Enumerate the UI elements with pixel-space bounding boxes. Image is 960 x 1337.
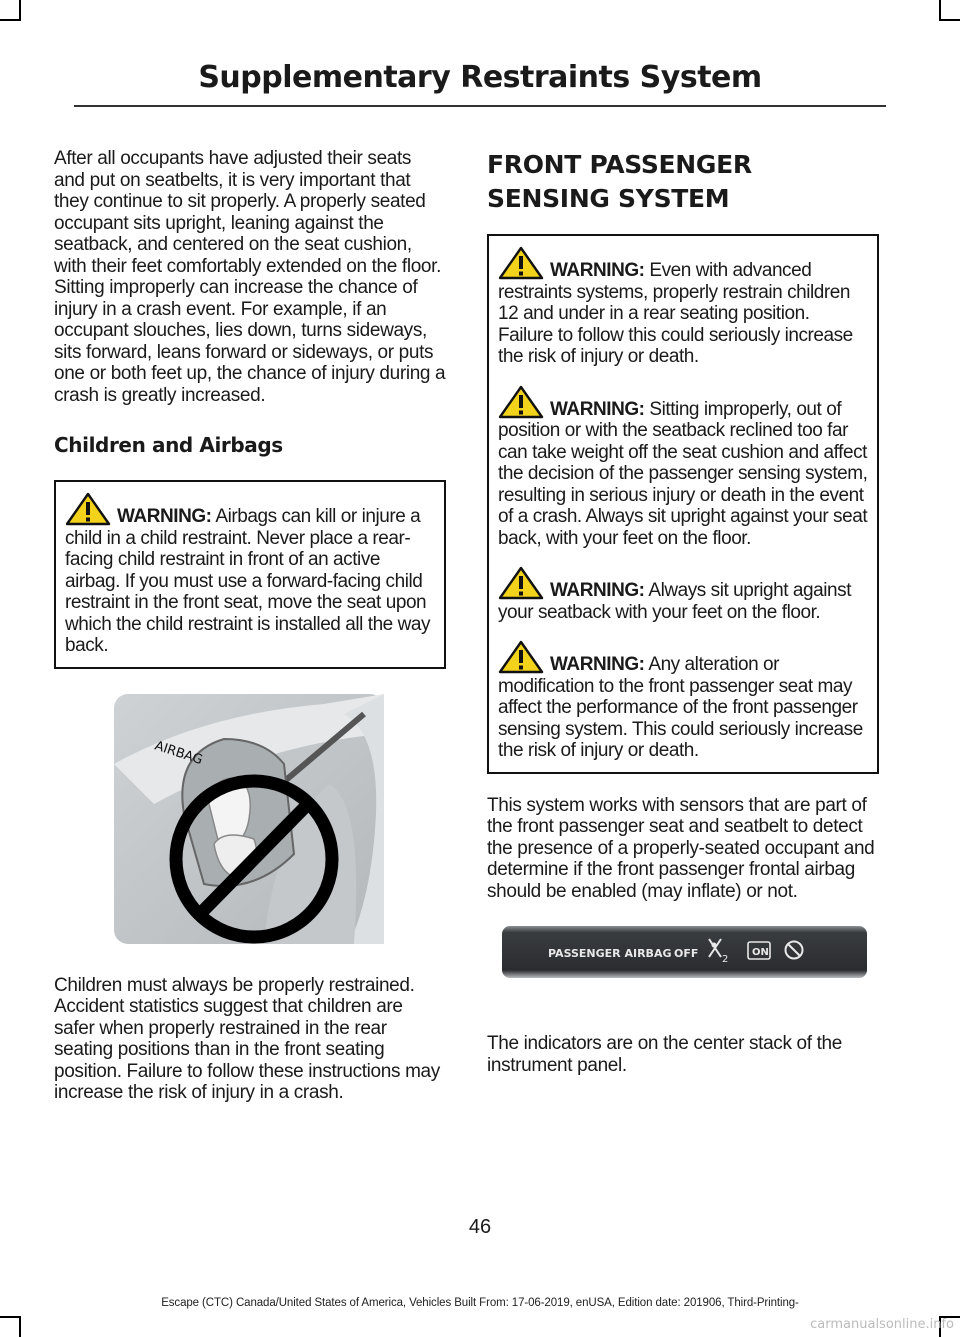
indicators-location-paragraph: The indicators are on the center stack of the instrument panel. bbox=[487, 1033, 842, 1076]
children-restrained-paragraph: Children must always be properly restrained. Accident statistics suggest that children are safer when properly restrained in the rear seating positions than in the front seating position. Failure to follow these instructions may increase the risk of injury in a crash. bbox=[54, 974, 440, 1103]
warning-item bbox=[498, 385, 868, 550]
warning-text: Airbags can kill or injure a child in a child restraint. Never place a rear-facing child restraint in front of an active airbag. If you must use a forward-facing child restraint in the front seat, move the seat upon which the child restraint is installed all the way back. bbox=[65, 506, 431, 656]
crop-mark bbox=[0, 19, 21, 21]
indicator-label: PASSENGER AIRBAG bbox=[548, 947, 672, 960]
warning-box bbox=[487, 234, 879, 774]
indicator-subscript: 2 bbox=[722, 954, 729, 965]
warning-text: Sitting improperly, out of position or with the seatback reclined too far can take weight off the seat cushion and affect the decision of the passenger sensing system, resulting in serious injury or death in the event of a crash. Always sit upright against your seat back, with your feet on the floor. bbox=[498, 398, 868, 549]
warning-icon bbox=[498, 566, 544, 600]
watermark: carmanualsonline.info bbox=[810, 1317, 954, 1332]
passenger-airbag-indicator-illustration bbox=[502, 924, 867, 980]
footer-text: Escape (CTC) Canada/United States of America, Vehicles Built From: 17-06-2019, enUSA, Edition date: 201906, Third-Printing- bbox=[161, 1297, 799, 1309]
airbag-label: AIRBAG bbox=[152, 738, 205, 768]
section-heading: FRONT PASSENGER SENSING SYSTEM bbox=[487, 150, 752, 213]
warning-icon bbox=[498, 385, 544, 419]
intro-paragraph: After all occupants have adjusted their seats and put on seatbelts, it is very important that they continue to sit properly. A properly seated occupant sits upright, leaning against the seatback, and centered on the seat cushion, with their feet comfortably extended on the floor. Sitting improperly can increase the chance of injury in a crash event. For example, if an occupant slouches, lies down, turns sideways, sits forward, leans forward or sideways, or puts one or both feet up, the chance of injury during a crash is greatly increased. bbox=[54, 148, 446, 406]
indicator-off-label: OFF bbox=[674, 947, 699, 960]
warning-label: WARNING: bbox=[550, 580, 645, 601]
warning-label: WARNING: bbox=[550, 654, 645, 675]
header-divider bbox=[74, 105, 886, 107]
indicator-on-label: ON bbox=[752, 947, 769, 958]
child-seat-airbag-illustration bbox=[114, 694, 384, 944]
crop-mark bbox=[0, 1316, 21, 1318]
warning-box bbox=[54, 480, 446, 669]
warning-item bbox=[498, 640, 868, 762]
warning-item bbox=[498, 566, 868, 623]
page-title: Supplementary Restraints System bbox=[198, 60, 762, 95]
warning-text: Always sit upright against your seatback with your feet on the floor. bbox=[498, 580, 852, 623]
left-column bbox=[54, 148, 446, 1104]
crop-mark bbox=[939, 0, 941, 21]
warning-item bbox=[65, 492, 435, 657]
page-number: 46 bbox=[468, 1216, 492, 1238]
warning-label: WARNING: bbox=[550, 398, 645, 420]
crop-mark bbox=[19, 1316, 21, 1337]
warning-icon bbox=[498, 246, 544, 280]
children-airbags-heading: Children and Airbags bbox=[54, 433, 283, 457]
warning-text: Even with advanced restraints systems, properly restrain children 12 and under in a rear seating position. Failure to follow this could seriously increase the risk of injury or death. bbox=[498, 260, 853, 367]
crop-mark bbox=[19, 0, 21, 21]
warning-icon bbox=[65, 492, 111, 526]
right-column bbox=[487, 148, 879, 1076]
warning-icon bbox=[498, 640, 544, 674]
sensing-system-paragraph: This system works with sensors that are part of the front passenger seat and seatbelt to detect the presence of a properly-seated occupant and determine if the front passenger frontal airbag should be enabled (may inflate) or not. bbox=[487, 794, 875, 902]
warning-label: WARNING: bbox=[117, 506, 212, 527]
warning-label: WARNING: bbox=[550, 260, 645, 281]
warning-text: Any alteration or modification to the front passenger seat may affect the performance of the front passenger sensing system. This could seriously increase the risk of injury or death. bbox=[498, 654, 863, 761]
crop-mark bbox=[939, 19, 960, 21]
warning-item bbox=[498, 246, 868, 368]
